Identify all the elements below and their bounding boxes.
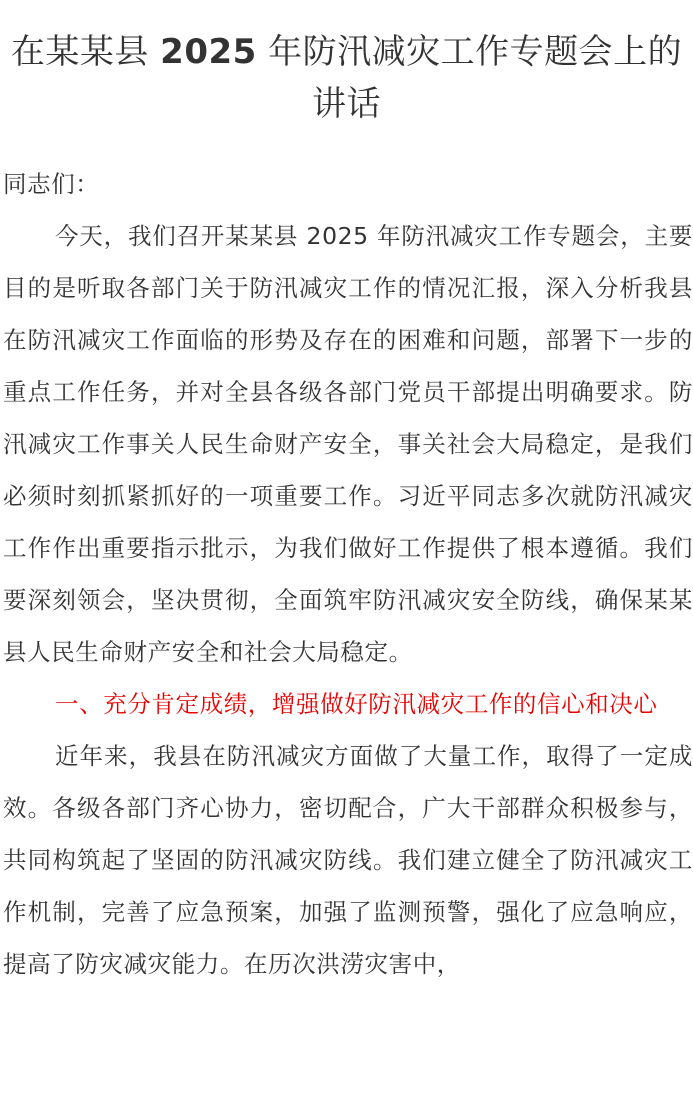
document-body [3, 158, 693, 990]
title-suffix: 年防汛减灾工作专题会上的讲话 [268, 32, 683, 124]
document-title [0, 0, 693, 130]
section-heading: 一、充分肯定成绩，增强做好防汛减灾工作的信心和决心 [55, 690, 658, 718]
opening-paragraph: 今天，我们召开某某县 2025 年防汛减灾工作专题会，主要目的是听取各部门关于防汛减灾工作的情况汇报，深入分析我县在防汛减灾工作面临的形势及存在的困难和问题，部署下一步的重点工作任务，并对全县各级各部门党员干部提出明确要求。防汛减灾工作事关人民生命财产安全，事关社会大局稳定，是我们必须时刻抓紧抓好的一项重要工作。习近平同志多次就防汛减灾工作作出重要指示批示，为我们做好工作提供了根本遵循。我们要深刻领会，坚决贯彻，全面筑牢防汛减灾安全防线，确保某某县人民生命财产安全和社会大局稳定。 [3, 222, 693, 666]
title-prefix: 在某某县 [10, 32, 149, 72]
title-year: 2025 [160, 32, 257, 72]
section-paragraph: 近年来，我县在防汛减灾方面做了大量工作，取得了一定成效。各级各部门齐心协力，密切配合，广大干部群众积极参与，共同构筑起了坚固的防汛减灾防线。我们建立健全了防汛减灾工作机制，完善了应急预案，加强了监测预警，强化了应急响应，提高了防灾减灾能力。在历次洪涝灾害中， [3, 742, 693, 978]
salutation: 同志们： [3, 170, 100, 198]
